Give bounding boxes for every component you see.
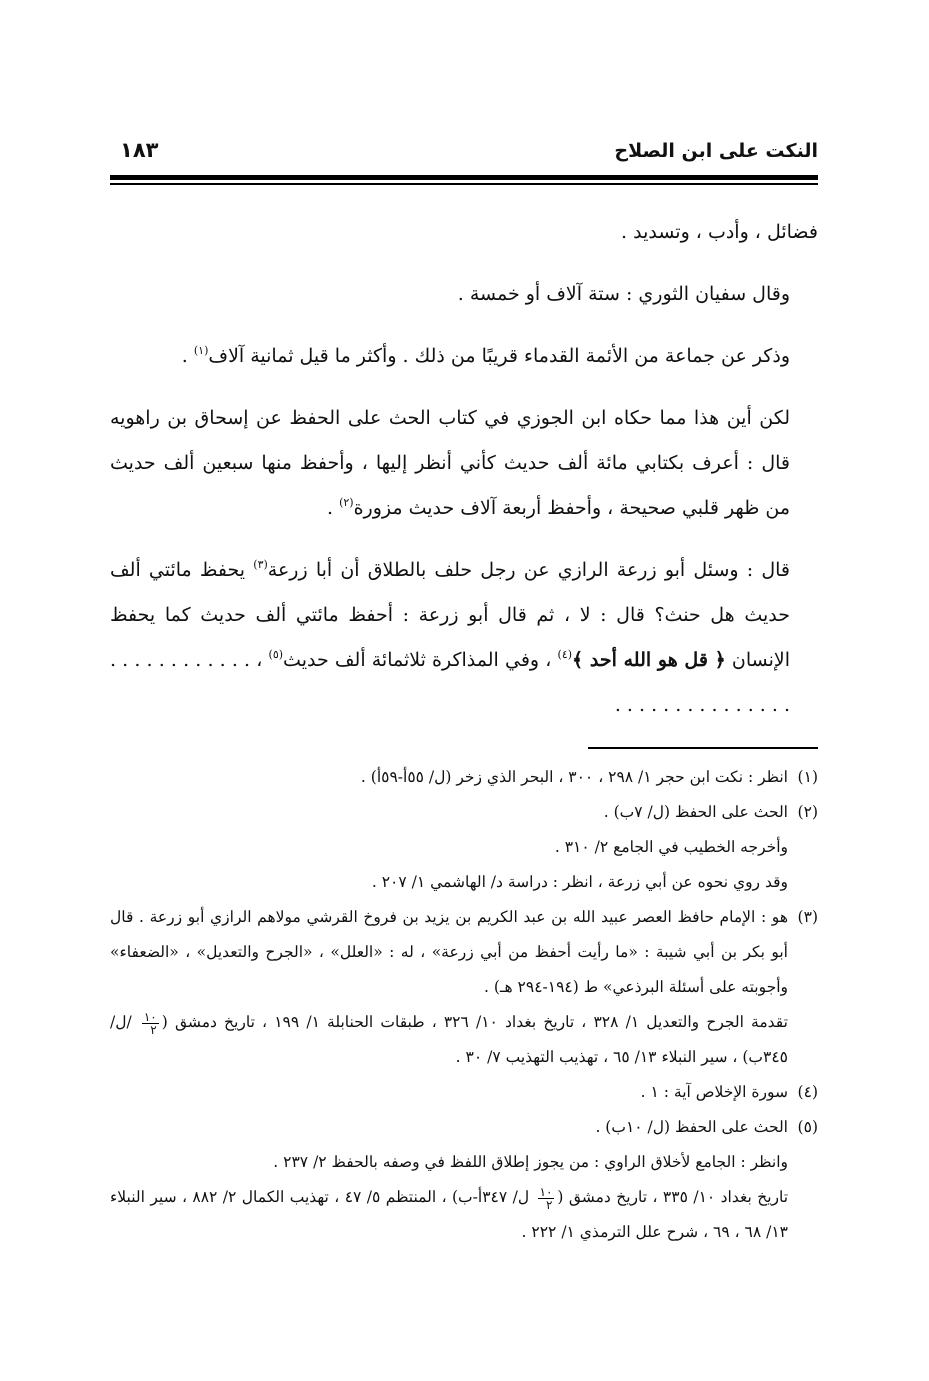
fraction-numerator: ١٠ xyxy=(143,1009,157,1024)
footnote-number-2: (٢) xyxy=(797,803,818,821)
footnote-5-sources xyxy=(110,1180,818,1250)
footnote-1 xyxy=(110,760,818,795)
footnote-2-line-b: وأخرجه الخطيب في الجامع ٢/ ٣١٠ . xyxy=(554,838,788,856)
header-rule-thin xyxy=(110,183,818,185)
fraction xyxy=(142,1011,159,1036)
footnote-5-text: الحث على الحفظ (ل/ ١٠ب) . xyxy=(595,1118,788,1136)
fraction xyxy=(538,1186,555,1211)
footnote-2-text: الحث على الحفظ (ل/ ٧ب) . xyxy=(603,803,788,821)
book-page xyxy=(110,0,818,1381)
footnote-5-sources-pre: تاريخ بغداد ١٠/ ٣٣٥ ، تاريخ دمشق ( xyxy=(557,1188,789,1206)
paragraph-1: فضائل ، وأدب ، وتسديد . xyxy=(621,221,818,243)
paragraph-4-end: . xyxy=(326,497,340,519)
footnote-ref-4[interactable]: (٤) xyxy=(557,648,573,661)
footnote-2-line-c: وقد روي نحوه عن أبي زرعة ، انظر : دراسة د/ الهاشمي ١/ ٢٠٧ . xyxy=(371,873,788,891)
paragraph-4 xyxy=(110,396,818,531)
footnote-3-sources-post: /ل/ ٣٤٥ب) ، سير النبلاء ١٣/ ٦٥ ، تهذيب التهذيب ٧/ ٣٠ . xyxy=(110,1013,788,1066)
footnote-5-sources-post: ل/ ٣٤٧أ-ب) ، المنتظم ٥/ ٤٧ ، تهذيب الكمال ٢/ ٨٨٢ ، سير النبلاء ١٣/ ٦٨ ، ٦٩ ، شرح علل الترمذي ١/ ٢٢٢ . xyxy=(110,1188,788,1241)
footnote-separator xyxy=(588,747,818,749)
paragraph-3 xyxy=(110,334,818,379)
fraction-denominator: ٢ xyxy=(150,1022,157,1037)
fraction-numerator: ١٠ xyxy=(539,1184,553,1199)
paragraph-5 xyxy=(110,548,818,728)
footnote-ref-2[interactable]: (٢) xyxy=(339,496,354,509)
paragraph-2: وقال سفيان الثوري : ستة آلاف أو خمسة . xyxy=(457,283,790,305)
paragraph-5-text-c: ، وفي المذاكرة ثلاثمائة ألف حديث xyxy=(283,649,558,671)
footnote-1-text: انظر : نكت ابن حجر ١/ ٢٩٨ ، ٣٠٠ ، البحر الذي زخر (ل/ ٥٥أ-٥٩أ) . xyxy=(360,768,788,786)
paragraph-5-text-a: قال : وسئل أبو زرعة الرازي عن رجل حلف بالطلاق أن أبا زرعة xyxy=(267,559,790,581)
footnote-3-sources xyxy=(110,1005,818,1075)
fraction-denominator: ٢ xyxy=(545,1197,553,1212)
header-rule-thick xyxy=(110,175,818,180)
footnote-4-text: سورة الإخلاص آية : ١ . xyxy=(640,1083,788,1101)
footnote-ref-5[interactable]: (٥) xyxy=(268,648,284,661)
footnote-2 xyxy=(110,795,818,830)
paragraph-4-text: لكن أين هذا مما حكاه ابن الجوزي في كتاب الحث على الحفظ عن إسحاق بن راهويه قال : أعرف بكتابي مائة ألف حديث كأني أنظر إليها ، وأحفظ منها سبعين ألف حديث من ظهر قلبي صحيحة ، وأحفظ أربعة آلاف حديث مزورة xyxy=(110,407,790,519)
ellipsis-dots: . . . . . . . . . . . . . . . . . . . . . . . . . . . xyxy=(110,649,790,716)
quran-quote: ﴿ قل هو الله أحد ﴾ xyxy=(572,649,726,671)
footnote-ref-1[interactable]: (١) xyxy=(193,344,209,357)
page-header xyxy=(110,140,818,174)
footnotes xyxy=(110,760,818,1250)
paragraph-5-text-b: يحفظ مائتي ألف حديث هل حنث؟ قال : لا ، ثم قال أبو زرعة : أحفظ مائتي ألف حديث كما يحفظ الإنسان xyxy=(110,559,791,671)
paragraph-3-end: . xyxy=(181,345,194,367)
footnote-5 xyxy=(110,1110,818,1145)
page-number: ١٨٣ xyxy=(120,138,159,162)
paragraph-5-text-d: ، xyxy=(250,649,269,671)
footnote-number-3: (٣) xyxy=(797,908,818,926)
footnote-5-line-b: وانظر : الجامع لأخلاق الراوي : من يجوز إطلاق اللفظ في وصفه بالحفظ ٢/ ٢٣٧ . xyxy=(273,1153,788,1171)
footnote-ref-3[interactable]: (٣) xyxy=(253,558,268,571)
footnote-3-text: هو : الإمام حافظ العصر عبيد الله بن عبد الكريم بن يزيد بن فروخ القرشي مولاهم الرازي أبو زرعة . قال أبو بكر بن أبي شيبة : «ما رأيت أحفظ من أبي زرعة» ، له : «العلل» ، «الجرح والتعديل» ، «الضعفاء» وأجوبته على أسئلة البرذعي» ط (١٩٤-٢٩٤ هـ) . xyxy=(110,908,788,996)
footnote-3-sources-pre: تقدمة الجرح والتعديل ١/ ٣٢٨ ، تاريخ بغداد ١٠/ ٣٢٦ ، طبقات الحنابلة ١/ ١٩٩ ، تاريخ دمشق ( xyxy=(161,1013,788,1031)
paragraph-3-text: وذكر عن جماعة من الأئمة القدماء قريبًا من ذلك . وأكثر ما قيل ثمانية آلاف xyxy=(208,345,790,367)
footnote-3 xyxy=(110,900,818,1005)
footnote-number-5: (٥) xyxy=(797,1118,818,1136)
main-text xyxy=(110,210,818,745)
running-title: النكت على ابن الصلاح xyxy=(614,140,818,162)
footnote-number-4: (٤) xyxy=(797,1083,818,1101)
footnote-4 xyxy=(110,1075,818,1110)
footnote-number-1: (١) xyxy=(797,768,818,786)
